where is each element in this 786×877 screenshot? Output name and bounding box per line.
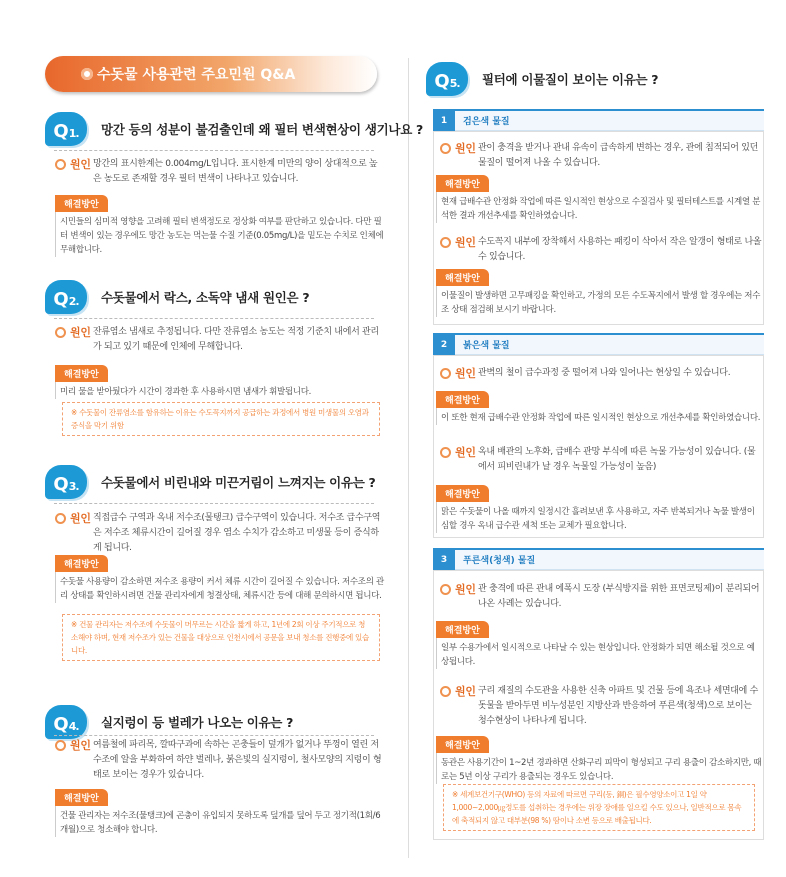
q1-badge: Q 1.: [45, 112, 87, 146]
q1-title: 망간 등의 성분이 불검출인데 왜 필터 변색현상이 생기나요 ?: [101, 122, 423, 137]
cat2-item1-solution: 해결방안 이 또한 현재 급배수관 안정화 작업에 따른 일시적인 현상으로 개선추세를 확인하였습니다.: [436, 388, 762, 425]
divider: [54, 150, 374, 151]
q4-title: 실지렁이 등 벌레가 나오는 이유는 ?: [101, 715, 294, 730]
q2-title: 수돗물에서 락스, 소독약 냄새 원인은 ?: [101, 290, 310, 305]
cause-number-icon: [440, 686, 451, 697]
cat2-item1-cause: 원인 관벽의 철이 급수과정 중 떨어져 나와 일어나는 현상일 수 있습니다.: [440, 366, 762, 381]
cause-number-icon: [440, 143, 451, 154]
cause-number-icon: [440, 447, 451, 458]
category-3-bar: 3 푸른색(청색) 물질: [433, 548, 764, 570]
q3-badge: Q 3.: [45, 465, 87, 499]
cat1-item1-cause: 원인 관이 충격을 받거나 관내 유속이 급속하게 변하는 경우, 관에 침적되어 있던 물질이 떨어져 나올 수 있습니다.: [440, 141, 762, 171]
cause-number-icon: [55, 513, 66, 524]
category-1-bar: 1 검은색 물질: [433, 109, 764, 131]
page-title: 수돗물 사용관련 주요민원 Q&A: [97, 67, 296, 83]
divider: [54, 735, 374, 736]
page-header: [45, 56, 377, 92]
solution-label: 해결방안: [55, 365, 108, 382]
cat1-item2-cause: 원인 수도꼭지 내부에 장착해서 사용하는 패킹이 삭아서 작은 알갱이 형태로 나올 수 있습니다.: [440, 235, 762, 265]
cat3-item1-solution: 해결방안 일부 수용가에서 일시적으로 나타날 수 있는 현상입니다. 안정화가 되면 해소될 것으로 예상됩니다.: [436, 618, 762, 669]
q3-cause: 원인 직접급수 구역과 옥내 저수조(물탱크) 급수구역이 있습니다. 저수조 급수구역은 저수조 체류시간이 길어질 경우 염소 수치가 감소하고 미생물 등이 증식하게 됩니다.: [55, 511, 385, 556]
cat3-note: ※ 세계보건기구(WHO) 등의 자료에 따르면 구리(동, 銅)은 필수영양소이고 1일 약 1,000~2,000㎍정도를 섭취하는 경우에는 위장 장애를 일으킬 수도 있으나, 일반적으로 몸속에 축적되지 않고 대부분(98 %) 땀이나 소변 등으로 배출됩니다.: [443, 784, 755, 831]
cat1-item1-solution: 해결방안 현재 급배수관 안정화 작업에 따른 일시적인 현상으로 수질검사 및 필터테스트를 시계열 분석한 결과 개선추세를 확인하였습니다.: [436, 172, 762, 223]
cause-number-icon: [55, 740, 66, 751]
solution-text: 건물 관리자는 저수조(물탱크)에 곤충이 유입되지 못하도록 덮개를 덮어 두고 정기적(1회/6개월)으로 청소해야 합니다.: [55, 806, 385, 837]
cause-number-icon: [440, 584, 451, 595]
question-5: [426, 62, 658, 96]
cause-number-icon: [55, 159, 66, 170]
solution-text: 수돗물 사용량이 감소하면 저수조 용량이 커서 체류 시간이 길어질 수 있습니다. 저수조의 관리 상태를 확인하시려면 건물 관리자에게 청결상태, 체류시간 등에 대해 문의하시면 됩니다.: [55, 572, 385, 603]
cat3-item2-cause: 원인 구리 재질의 수도관을 사용한 신축 아파트 및 건물 등에 욕조나 세면대에 수돗물을 받아두면 비누성분인 지방산과 반응하여 푸른색(청색)으로 보이는 청수현상이 나타나게 됩니다.: [440, 684, 762, 729]
question-1: [45, 112, 423, 146]
q3-note: ※ 건물 관리자는 저수조에 수돗물이 머무르는 시간을 짧게 하고, 1년에 2회 이상 주기적으로 청소해야 하며, 현재 저수조가 있는 건물을 대상으로 인천시에서 공문을 보내 청소를 진행중에 있습니다.: [62, 614, 380, 661]
solution-label: 해결방안: [55, 555, 108, 572]
solution-text: 시민들의 심미적 영향을 고려해 필터 변색정도로 정상화 여부를 판단하고 있습니다. 다만 필터 변색이 있는 경우에도 망간 농도는 먹는물 수질 기준(0.05mg/L)을 밑도는 수치로 인체에 무해합니다.: [55, 212, 385, 257]
cause-number-icon: [55, 327, 66, 338]
solution-text: 미리 물을 받아뒀다가 시간이 경과한 후 사용하시면 냄새가 휘발됩니다.: [55, 382, 385, 399]
q1-cause: 원인 망간의 표시한계는 0.004mg/L입니다. 표시한계 미만의 양이 상대적으로 높은 농도로 존재할 경우 필터 변색이 나타나고 있습니다.: [55, 157, 385, 187]
solution-label: 해결방안: [55, 789, 108, 806]
cat2-item2-cause: 원인 옥내 배관의 노후화, 급배수 관망 부식에 따른 녹물 가능성이 있습니다. (물에서 피비린내가 날 경우 녹물일 가능성이 높음): [440, 445, 762, 475]
q5-title: 필터에 이물질이 보이는 이유는 ?: [482, 72, 659, 87]
q4-cause: 원인 여름철에 파리목, 깔따구과에 속하는 곤충들이 덮개가 없거나 뚜껑이 열린 저수조에 알을 부화하여 하얀 벌레나, 붉은빛의 실지렁이, 철사모양의 지렁이 형태로 보이는 경우가 있습니다.: [55, 738, 385, 783]
q2-badge: Q 2.: [45, 280, 87, 314]
question-2: [45, 280, 309, 314]
q2-note: ※ 수돗물이 잔류염소를 함유하는 이유는 수도꼭지까지 공급하는 과정에서 병원 미생물의 오염과 증식을 막기 위함: [62, 402, 380, 436]
cause-number-icon: [440, 368, 451, 379]
question-3: [45, 465, 376, 499]
category-2-bar: 2 붉은색 물질: [433, 333, 764, 355]
cat1-item2-solution: 해결방안 이물질이 발생하면 고무패킹을 확인하고, 가정의 모든 수도꼭지에서 발생 할 경우에는 저수조 상태 점검해 보시기 바랍니다.: [436, 266, 762, 317]
q1-solution: [55, 192, 385, 257]
q4-solution: [55, 786, 385, 837]
q2-solution: [55, 362, 385, 399]
cat3-item2-solution: 해결방안 동관은 사용기간이 1~2년 경과하면 산화구리 피막이 형성되고 구리 용출이 감소하지만, 때로는 5년 이상 구리가 용출되는 경우도 있습니다.: [436, 733, 762, 784]
bullet-icon: [81, 68, 93, 80]
cause-number-icon: [440, 237, 451, 248]
column-divider: [408, 58, 409, 858]
question-4: [45, 705, 293, 739]
solution-label: 해결방안: [55, 195, 108, 212]
divider: [54, 318, 374, 319]
q2-cause: 원인 잔류염소 냄새로 추정됩니다. 다만 잔류염소 농도는 적정 기준치 내에서 관리가 되고 있기 때문에 인체에 무해합니다.: [55, 325, 385, 355]
divider: [54, 503, 374, 504]
q3-title: 수돗물에서 비린내와 미끈거림이 느껴지는 이유는 ?: [101, 475, 376, 490]
q5-badge: Q 5.: [426, 62, 468, 96]
cat3-item1-cause: 원인 관 충격에 따른 관내 에폭시 도장 (부식방지를 위한 표면코팅제)이 분리되어 나온 사례는 있습니다.: [440, 582, 762, 612]
q3-solution: [55, 552, 385, 603]
q4-badge: Q 4.: [45, 705, 87, 739]
cat2-item2-solution: 해결방안 맑은 수돗물이 나올 때까지 일정시간 흘려보낸 후 사용하고, 자주 반복되거나 녹물 발생이 심할 경우 옥내 급수관 세척 또는 교체가 필요합니다.: [436, 482, 762, 533]
